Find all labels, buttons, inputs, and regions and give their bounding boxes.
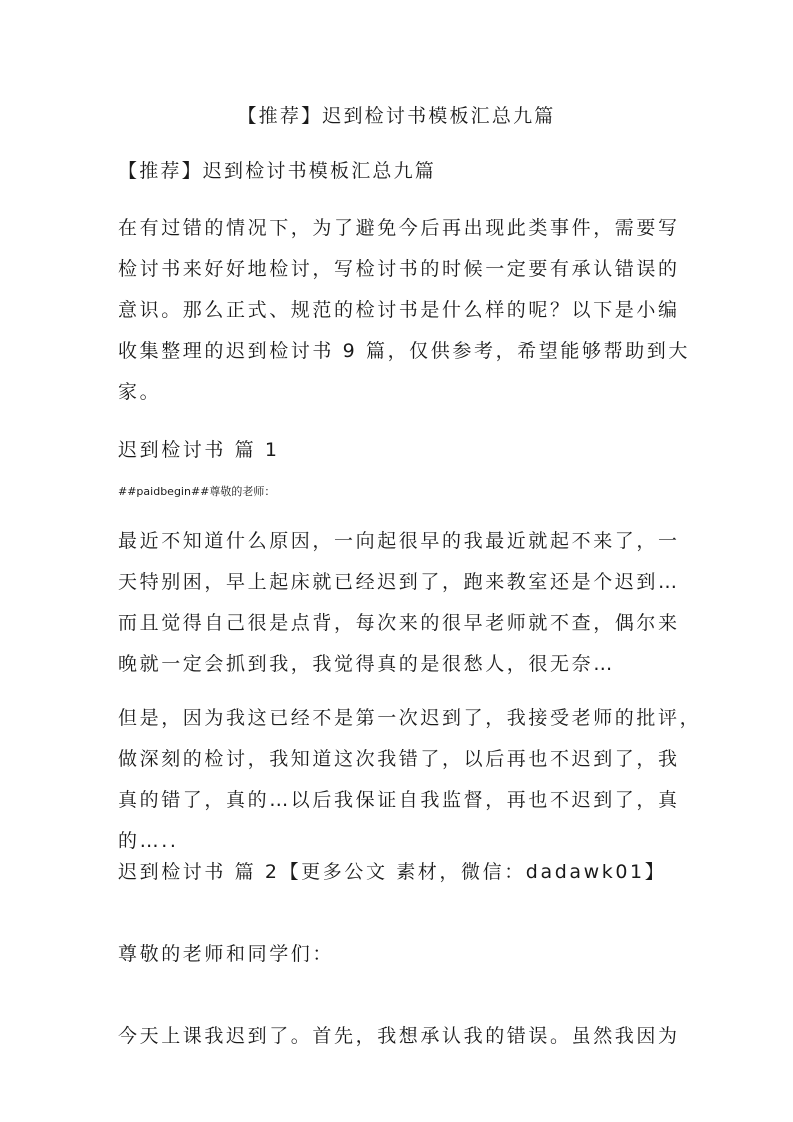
section-1-marker-line: ##paidbegin##尊敬的老师： <box>118 485 276 498</box>
intro-paragraph <box>118 208 690 413</box>
section-2-heading: 迟到检讨书 篇 2【更多公文 素材，微信：dadawk01】 <box>118 861 667 883</box>
intro-line: 收集整理的迟到检讨书 9 篇，仅供参考，希望能够帮助到大 <box>118 340 690 362</box>
paragraph-line: 天特别困，早上起床就已经迟到了，跑来教室还是个迟到… <box>118 571 680 593</box>
paragraph-line: 但是，因为我这已经不是第一次迟到了，我接受老师的批评， <box>118 707 702 729</box>
paragraph-line: 最近不知道什么原因，一向起很早的我最近就起不来了，一 <box>118 530 680 552</box>
intro-line: 检讨书来好好地检讨，写检讨书的时候一定要有承认错误的 <box>118 258 680 280</box>
section-1-paragraph-1 <box>118 521 678 685</box>
document-title: 【推荐】迟到检讨书模板汇总九篇 <box>237 105 556 127</box>
section-1-paragraph-2 <box>118 698 702 862</box>
paragraph-line: 的….. <box>118 830 179 852</box>
paragraph-line: 今天上课我迟到了。首先，我想承认我的错误。虽然我因为 <box>118 1025 680 1047</box>
paragraph-line: 晚就一定会抓到我，我觉得真的是很愁人，很无奈… <box>118 653 615 675</box>
section-1-heading: 迟到检讨书 篇 1 <box>118 439 280 461</box>
section-2-salutation: 尊敬的老师和同学们： <box>118 943 335 965</box>
paragraph-line: 而且觉得自己很是点背，每次来的很早老师就不查，偶尔来 <box>118 612 680 634</box>
document-subtitle: 【推荐】迟到检讨书模板汇总九篇 <box>118 160 437 182</box>
paragraph-line: 做深刻的检讨，我知道这次我错了，以后再也不迟到了，我 <box>118 748 680 770</box>
paragraph-line: 真的错了，真的…以后我保证自我监督，再也不迟到了，真 <box>118 789 680 811</box>
intro-line: 在有过错的情况下，为了避免今后再出现此类事件，需要写 <box>118 217 680 239</box>
intro-line: 家。 <box>118 381 162 403</box>
intro-line: 意识。那么正式、规范的检讨书是什么样的呢？以下是小编 <box>118 299 680 321</box>
section-2-paragraph-1 <box>118 1016 678 1057</box>
